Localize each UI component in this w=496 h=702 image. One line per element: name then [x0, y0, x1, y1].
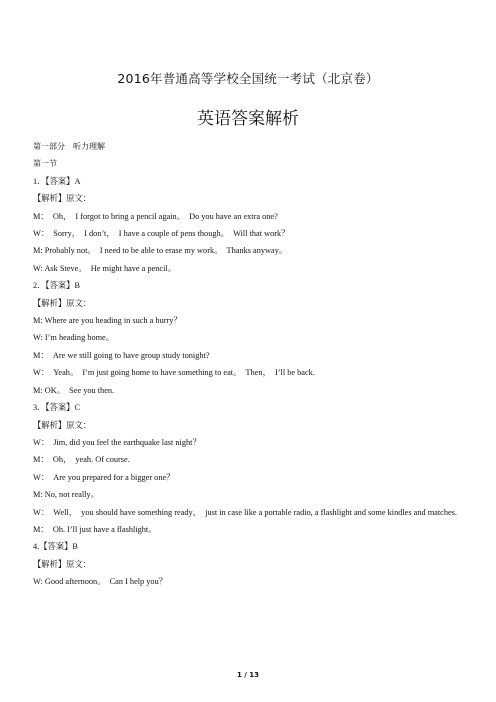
dialogue-line: W： Yeah。 I’m just going home to have something to eat。 Then， I’ll be back.: [33, 368, 315, 378]
dialogue-line: W： Well， you should have something ready， just in case like a portable radio, a flashlight and some kindles and matches.: [33, 507, 457, 517]
answer-line: 2．【答案】B: [33, 281, 81, 291]
dialogue-line: W: Ask Steve。 He might have a pencil。: [33, 263, 177, 273]
analysis-label: 【解析】原文：: [33, 194, 92, 204]
answer-line: 4.【答案】B: [33, 542, 78, 552]
dialogue-line: W: I’m heading home。: [33, 333, 115, 343]
dialogue-line: M： Oh， yeah. Of course.: [33, 455, 130, 465]
dialogue-line: M： Are we still going to have group study tonight?: [33, 350, 210, 360]
dialogue-line: M: Probably not。 I need to be able to erase my work。 Thanks anyway。: [33, 246, 288, 256]
analysis-label: 【解析】原文：: [33, 298, 92, 308]
dialogue-line: W： Are you prepared for a bigger one？: [33, 472, 175, 482]
document-body: [33, 138, 463, 591]
dialogue-line: W： Sorry， I don’t， I have a couple of pens though。 Will that work？: [33, 229, 290, 239]
page-number: 1 / 13: [236, 671, 260, 679]
subsection-heading: 第一节: [33, 159, 57, 169]
section-heading: 第一部分 听力理解: [33, 142, 105, 151]
dialogue-line: M: No, not really。: [33, 490, 99, 500]
analysis-label: 【解析】原文：: [33, 420, 92, 430]
document-subtitle: 英语答案解析: [197, 109, 299, 129]
answer-line: 3．【答案】C: [33, 403, 81, 413]
dialogue-line: W: Good afternoon。 Can I help you？: [33, 577, 168, 587]
dialogue-line: M： Oh. I’ll just have a flashlight。: [33, 524, 157, 534]
dialogue-line: W： Jim, did you feel the earthquake last night？: [33, 437, 201, 447]
dialogue-line: M: OK。 See you then.: [33, 385, 115, 395]
document-title: 2016年普通高等学校全国统一考试（北京卷）: [117, 71, 379, 86]
dialogue-line: M: Where are you heading in such a hurry？: [33, 316, 182, 326]
dialogue-line: M： Oh， I forgot to bring a pencil again。 Do you have an extra one?: [33, 211, 278, 221]
answer-line: 1．【答案】A: [33, 176, 81, 186]
analysis-label: 【解析】原文：: [33, 559, 92, 569]
